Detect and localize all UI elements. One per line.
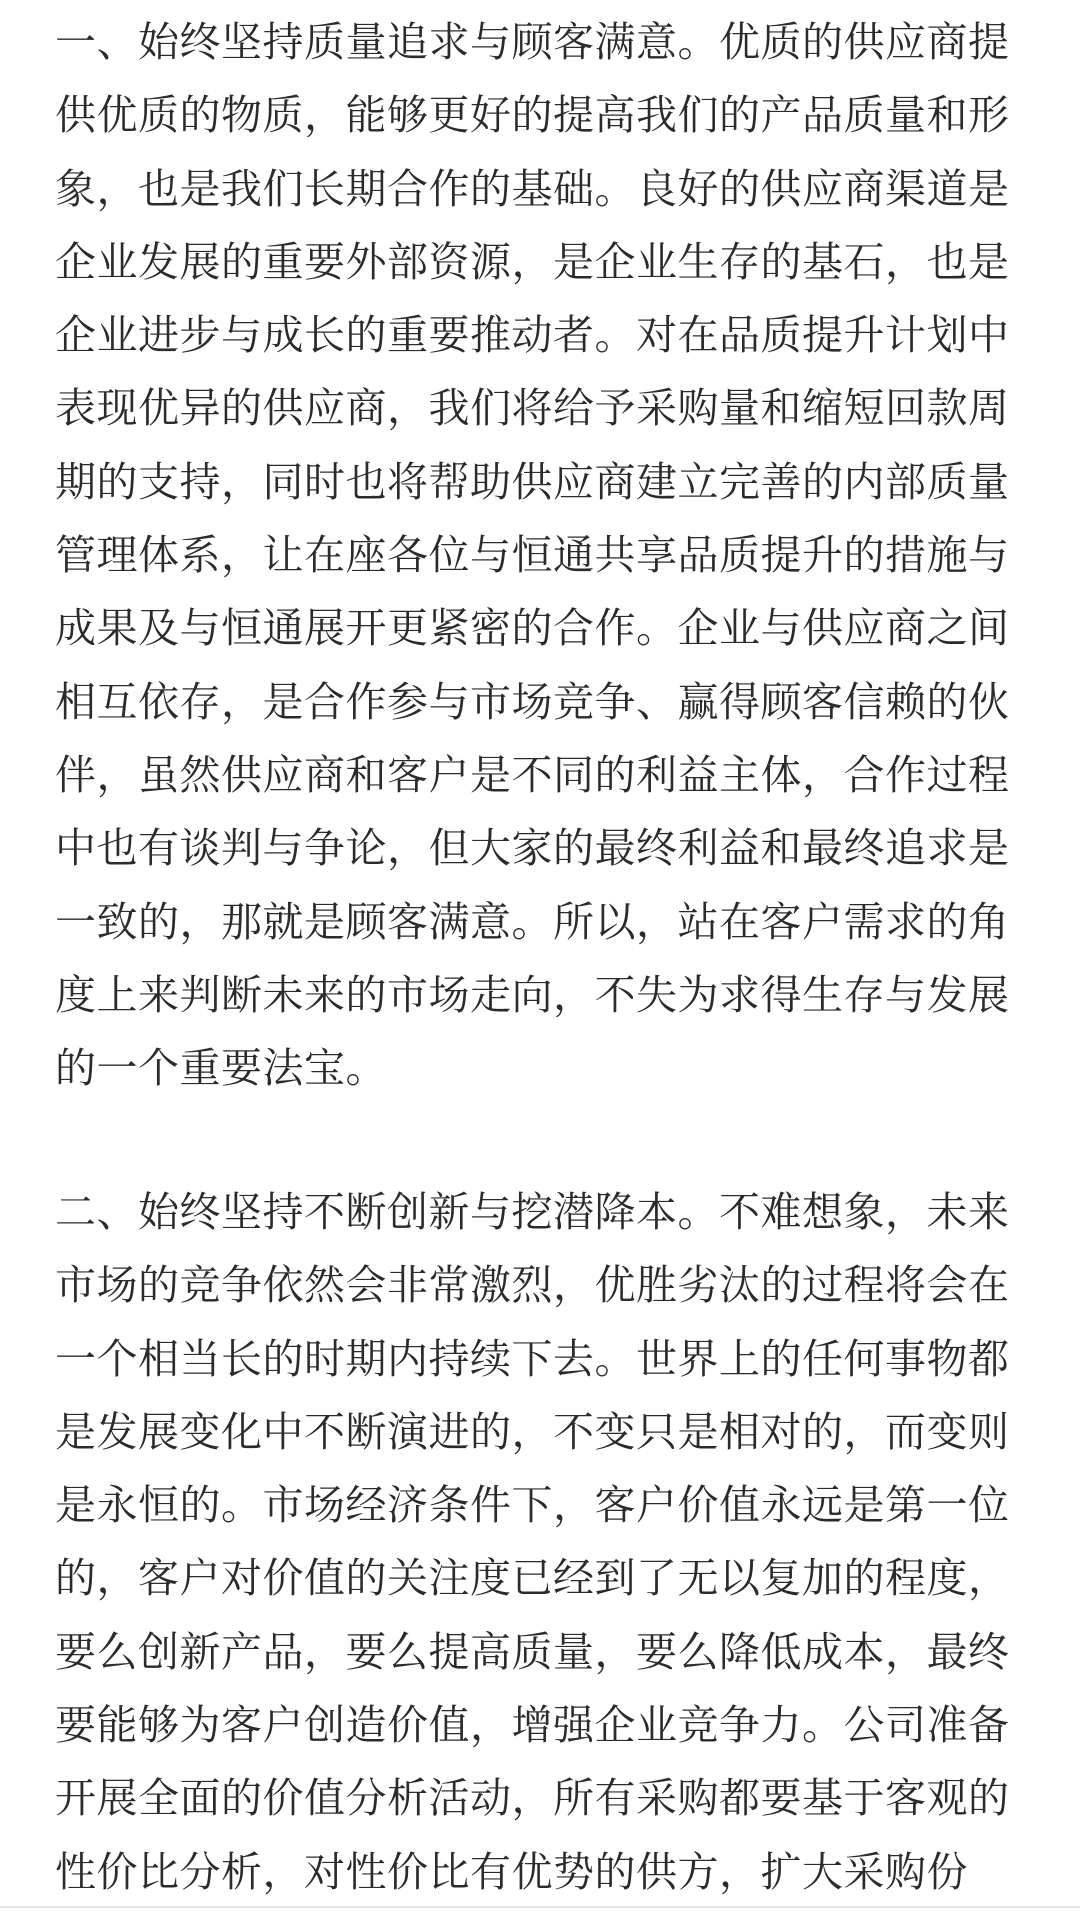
text-line: 伴，虽然供应商和客户是不同的利益主体，合作过程 — [55, 750, 1010, 799]
text-line: 的，客户对价值的关注度已经到了无以复加的程度， — [55, 1554, 1010, 1603]
text-line: 二、始终坚持不断创新与挖潜降本。不难想象，未来 — [55, 1188, 1010, 1236]
text-line: 企业进步与成长的重要推动者。对在品质提升计划中 — [55, 311, 1010, 360]
text-line: 企业发展的重要外部资源，是企业生存的基石，也是 — [55, 237, 1010, 286]
paragraph-innovation-cost — [55, 1176, 1010, 1909]
text-line: 期的支持，同时也将帮助供应商建立完善的内部质量 — [55, 457, 1010, 506]
text-line: 相互依存，是合作参与市场竞争、赢得顾客信赖的伙 — [55, 677, 1010, 726]
text-line: 的一个重要法宝。 — [55, 1044, 387, 1093]
text-line: 供优质的物质，能够更好的提高我们的产品质量和形 — [55, 91, 1010, 140]
text-line: 管理体系，让在座各位与恒通共享品质提升的措施与 — [55, 531, 1010, 580]
bottom-divider — [0, 1906, 1080, 1908]
text-line: 是永恒的。市场经济条件下，客户价值永远是第一位 — [55, 1481, 1010, 1530]
paragraph-quality-satisfaction — [55, 6, 1010, 1105]
text-line: 象，也是我们长期合作的基础。良好的供应商渠道是 — [55, 164, 1010, 213]
text-line: 一致的，那就是顾客满意。所以，站在客户需求的角 — [55, 897, 1010, 946]
text-line: 中也有谈判与争论，但大家的最终利益和最终追求是 — [55, 824, 1010, 873]
text-line: 要么创新产品，要么提高质量，要么降低成本，最终 — [55, 1627, 1010, 1676]
text-line: 表现优异的供应商，我们将给予采购量和缩短回款周 — [55, 384, 1010, 433]
text-line: 成果及与恒通展开更紧密的合作。企业与供应商之间 — [55, 604, 1010, 653]
text-line: 度上来判断未来的市场走向，不失为求得生存与发展 — [55, 970, 1010, 1019]
text-line: 是发展变化中不断演进的，不变只是相对的，而变则 — [55, 1407, 1010, 1456]
text-line: 一个相当长的时期内持续下去。世界上的任何事物都 — [55, 1334, 1010, 1383]
text-line: 一、始终坚持质量追求与顾客满意。优质的供应商提 — [55, 18, 1010, 66]
text-line: 性价比分析，对性价比有优势的供方，扩大采购份 — [55, 1847, 968, 1896]
text-line: 开展全面的价值分析活动，所有采购都要基于客观的 — [55, 1774, 1010, 1823]
text-line: 市场的竞争依然会非常激烈，优胜劣汰的过程将会在 — [55, 1261, 1010, 1310]
text-line: 要能够为客户创造价值，增强企业竞争力。公司准备 — [55, 1701, 1010, 1750]
